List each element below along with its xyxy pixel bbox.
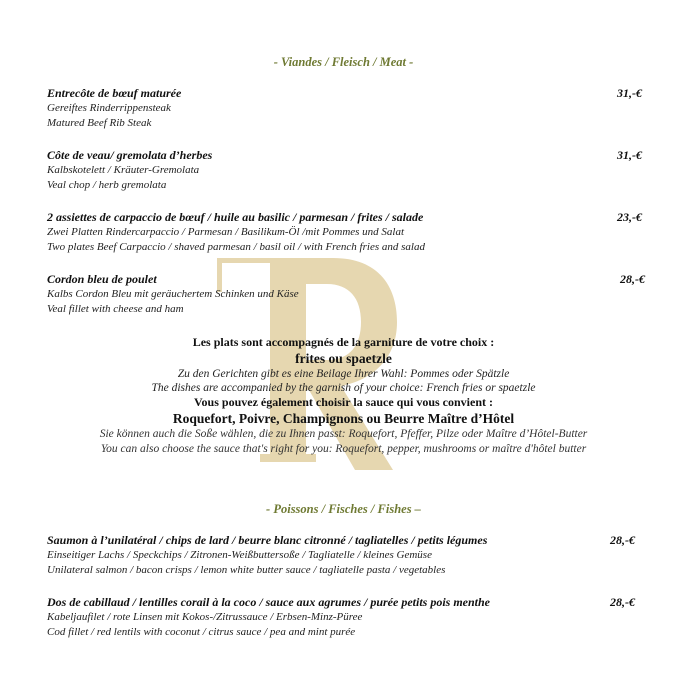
menu-item bbox=[47, 86, 657, 131]
sides-choice-fr: frites ou spaetzle bbox=[295, 351, 392, 366]
section-title-meat: - Viandes / Fleisch / Meat - bbox=[273, 55, 414, 69]
menu-item bbox=[47, 272, 657, 317]
dish-name: Saumon à l’unilatéral / chips de lard / beurre blanc citronné / tagliatelles / petits légumes bbox=[47, 533, 488, 547]
dish-english: Two plates Beef Carpaccio / shaved parmesan / basil oil / with French fries and salad bbox=[47, 241, 425, 253]
dish-name: Cordon bleu de poulet bbox=[47, 272, 157, 286]
dish-english: Veal chop / herb gremolata bbox=[47, 179, 167, 191]
dish-german: Gereiftes Rinderrippensteak bbox=[47, 102, 171, 114]
dish-name: Entrecôte de bœuf maturée bbox=[47, 86, 182, 100]
dish-german: Kabeljaufilet / rote Linsen mit Kokos-/Zitrussauce / Erbsen-Minz-Püree bbox=[47, 611, 363, 623]
dish-english: Unilateral salmon / bacon crisps / lemon white butter sauce / tagliatelle pasta / vegetables bbox=[47, 564, 446, 576]
dish-german: Kalbs Cordon Bleu mit geräuchertem Schinken und Käse bbox=[47, 288, 299, 300]
sauce-choices-fr: Roquefort, Poivre, Champignons ou Beurre Maître d’Hôtel bbox=[172, 411, 515, 426]
menu-item bbox=[47, 533, 657, 578]
menu-item bbox=[47, 595, 657, 640]
sauce-english: You can also choose the sauce that's right for you: Roquefort, pepper, mushrooms or maître d'hôtel butter bbox=[100, 443, 587, 455]
dish-price: 31,-€ bbox=[617, 86, 642, 100]
dish-price: 31,-€ bbox=[617, 148, 642, 162]
dish-english: Matured Beef Rib Steak bbox=[47, 117, 152, 129]
dish-german: Kalbskotelett / Kräuter-Gremolata bbox=[47, 164, 200, 176]
dish-german: Einseitiger Lachs / Speckchips / Zitronen-Weißbuttersoße / Tagliatelle / kleines Gemüse bbox=[47, 549, 432, 561]
dish-price: 23,-€ bbox=[617, 210, 642, 224]
dish-price: 28,-€ bbox=[620, 272, 645, 286]
sides-german: Zu den Gerichten gibt es eine Beilage Ihrer Wahl: Pommes oder Spätzle bbox=[177, 368, 510, 380]
sauce-german: Sie können auch die Soße wählen, die zu Ihnen passt: Roquefort, Pfeffer, Pilze oder Maître d’Hôtel-Butter bbox=[99, 428, 588, 440]
dish-name: Dos de cabillaud / lentilles corail à la coco / sauce aux agrumes / purée petits pois menthe bbox=[47, 595, 490, 609]
section-title-fish: - Poissons / Fisches / Fishes – bbox=[266, 502, 421, 516]
dish-german: Zwei Platten Rindercarpaccio / Parmesan / Basilikum-Öl /mit Pommes und Salat bbox=[47, 226, 405, 238]
dish-price: 28,-€ bbox=[610, 533, 635, 547]
dish-english: Cod fillet / red lentils with coconut / citrus sauce / pea and mint purée bbox=[47, 626, 356, 638]
menu-item bbox=[47, 210, 657, 255]
dish-name: 2 assiettes de carpaccio de bœuf / huile au basilic / parmesan / frites / salade bbox=[47, 210, 424, 224]
menu-item bbox=[47, 148, 657, 193]
dish-english: Veal fillet with cheese and ham bbox=[47, 303, 184, 315]
sauce-intro-fr: Vous pouvez également choisir la sauce qui vous convient : bbox=[193, 395, 493, 409]
dish-name: Côte de veau/ gremolata d’herbes bbox=[47, 148, 213, 162]
dish-price: 28,-€ bbox=[610, 595, 635, 609]
sides-info bbox=[0, 335, 687, 457]
sides-english: The dishes are accompanied by the garnish of your choice: French fries or spaetzle bbox=[151, 382, 536, 394]
sides-intro-fr: Les plats sont accompagnés de la garniture de votre choix : bbox=[192, 335, 495, 349]
